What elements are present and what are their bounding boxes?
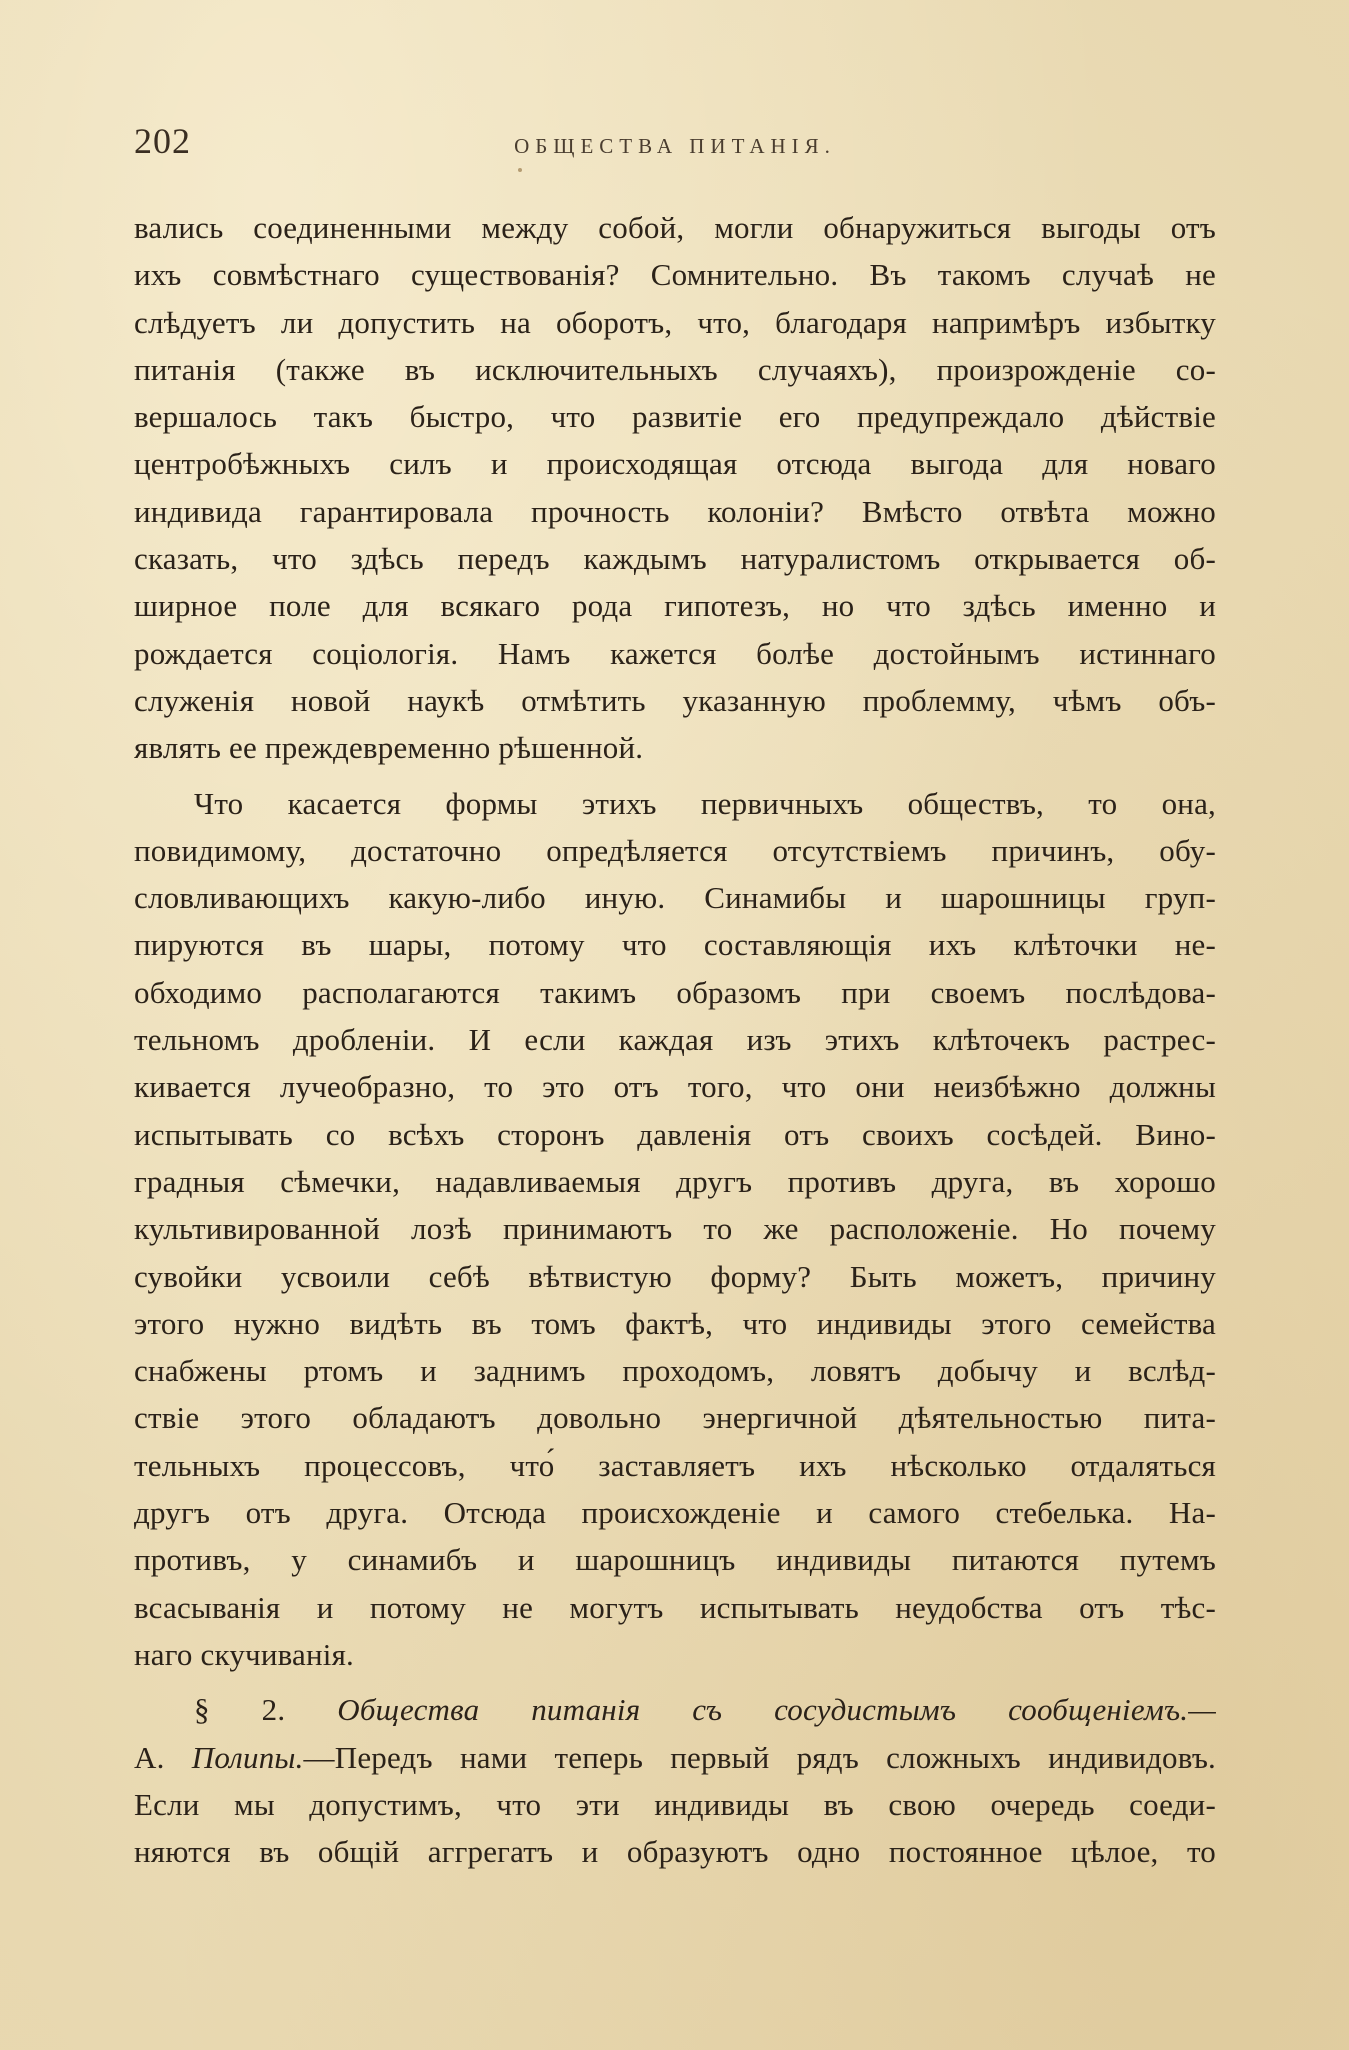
text-line: наго скучиванія. [134, 1636, 355, 1672]
text-line: вались соединенными между собой, могли обнаружиться выгоды отъ [134, 210, 1216, 245]
text-line: Что касается формы этихъ первичныхъ обществъ, то она, [194, 785, 1216, 821]
text-line: повидимому, достаточно опредѣляется отсутствіемъ причинъ, обу- [134, 832, 1216, 868]
text-line: градныя сѣмечки, надавливаемыя другъ противъ друга, въ хорошо [134, 1163, 1216, 1199]
subsection-letter: А. [134, 1739, 165, 1775]
text-line: рождается соціологія. Намъ кажется болѣе достойнымъ истиннаго [134, 635, 1216, 671]
paragraph-2 [134, 780, 1216, 1679]
text-line: словливающихъ какую-либо иную. Синамибы и шарошницы груп- [134, 880, 1216, 916]
text-line: тельныхъ процессовъ, что́ заставляетъ ихъ нѣсколько отдаляться [134, 1447, 1216, 1483]
subsection-title: Полипы. [191, 1739, 304, 1775]
text-line: сказать, что здѣсь передъ каждымъ натуралистомъ открывается об- [134, 541, 1216, 577]
text-line: Если мы допустимъ, что эти индивиды въ свою очередь соеди- [134, 1786, 1216, 1822]
section-number: § 2. [194, 1692, 286, 1728]
text-line: пируются въ шары, потому что составляющія ихъ клѣточки не- [134, 927, 1216, 963]
text-line: обходимо располагаются такимъ образомъ при своемъ послѣдова- [134, 974, 1216, 1010]
page-number: 202 [134, 121, 191, 161]
text-line: кивается лучеобразно, то это отъ того, что они неизбѣжно должны [134, 1069, 1216, 1105]
text-line: тельномъ дробленіи. И если каждая изъ этихъ клѣточекъ растрес- [134, 1022, 1216, 1058]
text-line: культивированной лозѣ принимаютъ то же расположеніе. Но почему [134, 1211, 1216, 1247]
text-line: сувойки усвоили себѣ вѣтвистую форму? Быть можетъ, причину [134, 1258, 1216, 1294]
text-line: противъ, у синамибъ и шарошницъ индивиды питаются путемъ [134, 1542, 1216, 1578]
paragraph-1 [134, 204, 1216, 772]
text-line: центробѣжныхъ силъ и происходящая отсюда выгода для новаго [134, 446, 1216, 482]
text-line: няются въ общій аггрегатъ и образуютъ одно постоянное цѣлое, то [134, 1834, 1216, 1870]
text-line: ширное поле для всякаго рода гипотезъ, но что здѣсь именно и [134, 588, 1216, 624]
text-line: ствіе этого обладаютъ довольно энергичной дѣятельностью пита- [134, 1400, 1216, 1436]
text-line: вершалось такъ быстро, что развитіе его предупреждало дѣйствіе [134, 399, 1216, 435]
page-header [134, 120, 1216, 164]
running-head: ОБЩЕСТВА ПИТАНІЯ. [514, 134, 836, 158]
text-line: ихъ совмѣстнаго существованія? Сомнительно. Въ такомъ случаѣ не [134, 257, 1216, 293]
text-line: питанія (также въ исключительныхъ случаяхъ), произрожденіе со- [134, 351, 1216, 387]
text-line: слѣдуетъ ли допустить на оборотъ, что, благодаря напримѣръ избытку [134, 304, 1216, 340]
text-line: индивида гарантировала прочность колоніи? Вмѣсто отвѣта можно [134, 493, 1216, 529]
section-heading-line [134, 1686, 1216, 1733]
text-line: всасыванія и потому не могутъ испытывать неудобства отъ тѣс- [134, 1589, 1216, 1625]
text-line: испытывать со всѣхъ сторонъ давленія отъ своихъ сосѣдей. Вино- [134, 1116, 1216, 1152]
section-2 [134, 1686, 1216, 1875]
text-line: являть ее преждевременно рѣшенной. [134, 730, 644, 766]
text-line: другъ отъ друга. Отсюда происхожденіе и самого стебелька. На- [134, 1495, 1216, 1531]
book-page [134, 120, 1216, 1875]
text-line [134, 1734, 1216, 1781]
text-line: снабжены ртомъ и заднимъ проходомъ, ловятъ добычу и вслѣд- [134, 1353, 1216, 1389]
text-line: этого нужно видѣть въ томъ фактѣ, что индивиды этого семейства [134, 1305, 1216, 1341]
text-line: служенія новой наукѣ отмѣтить указанную проблемму, чѣмъ объ- [134, 682, 1216, 718]
text-run: —Передъ нами теперь первый рядъ сложныхъ индивидовъ. [303, 1739, 1216, 1775]
section-title: Общества питанія съ сосудистымъ сообщеніемъ.— [337, 1692, 1216, 1728]
